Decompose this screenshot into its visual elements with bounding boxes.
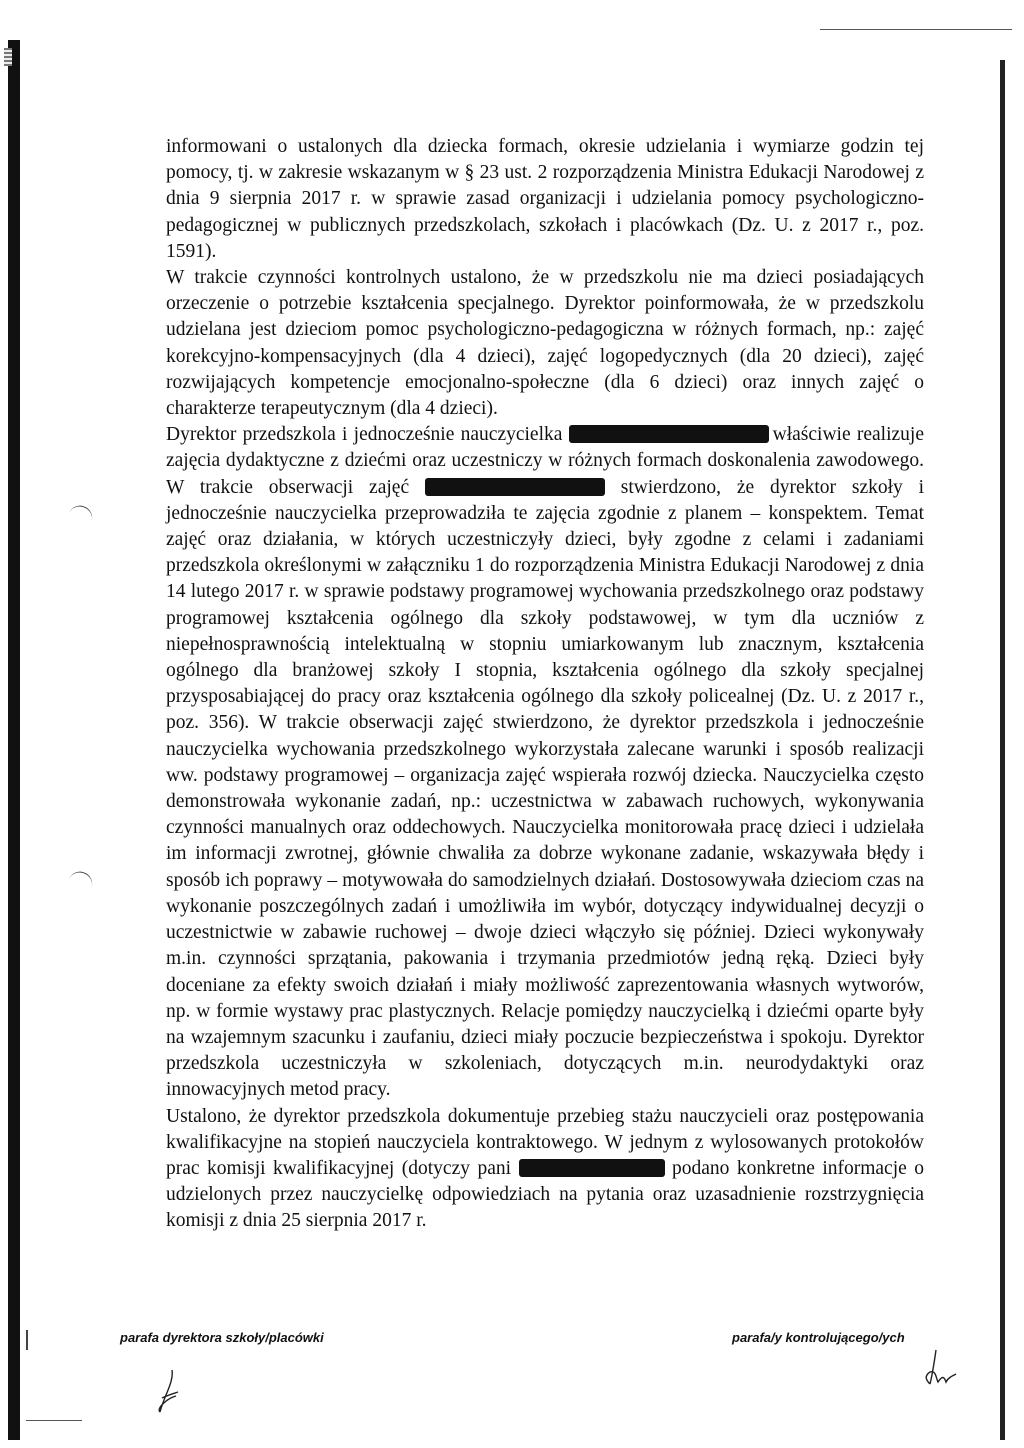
redaction-box [569, 425, 769, 443]
paragraph-3 [166, 422, 924, 1103]
bottom-rule [26, 1420, 82, 1421]
handwritten-initials-inspector [922, 1346, 966, 1390]
document-body [166, 134, 924, 1235]
paragraph-3-part-1: Dyrektor przedszkola i jednocześnie nauczycielka [166, 424, 563, 446]
redaction-box [519, 1159, 665, 1177]
punch-hole-mark [69, 502, 96, 522]
paragraph-2: W trakcie czynności kontrolnych ustalono, że w przedszkolu nie ma dzieci posiadających orzeczenie o potrzebie kształcenia specjalnego. Dyrektor poinformowała, że w przedszkolu udzielana jest dzieciom pomoc psychologiczno-pedagogiczna w różnych formach, np.: zajęć korekcyjno-kompensacyjnych (dla 4 dzieci), zajęć logopedycznych (dla 20 dzieci), zajęć rozwijających kompetencje emocjonalno-społeczne (dla 6 dzieci) oraz innych zajęć o charakterze terapeutycznym (dla 4 dzieci). [166, 267, 924, 420]
paragraph-4 [166, 1104, 924, 1235]
footer-initials-label-director: parafa dyrektora szkoły/placówki [120, 1330, 324, 1345]
scan-edge-left [8, 40, 20, 1440]
redaction-box [425, 478, 605, 496]
punch-hole-mark [69, 868, 96, 888]
top-rule [820, 29, 1012, 30]
scan-mark [26, 1330, 28, 1350]
paragraph-1: informowani o ustalonych dla dziecka formach, okresie udzielania i wymiarze godzin tej pomocy, tj. w zakresie wskazanym w § 23 ust. 2 rozporządzenia Ministra Edukacji Narodowej z dnia 9 sierpnia 2017 r. w sprawie zasad organizacji i udzielania pomocy psychologiczno-pedagogicznej w publicznych przedszkolach, szkołach i placówkach (Dz. U. z 2017 r., poz. 1591). [166, 136, 924, 262]
paragraph-4-part-2: podano konkretne informacje o udzielonych przez nauczycielkę odpowiedziach na pytania oraz uzasadnienie rozstrzygnięcia komisji z dnia 25 sierpnia 2017 r. [166, 1157, 924, 1232]
handwritten-initials-director [150, 1368, 190, 1420]
paragraph-3-part-2: właściwie realizuje zajęcia dydaktyczne z dziećmi oraz uczestniczy w różnych formach doskonalenia zawodowego. W trakcie obserwacji zajęć [166, 424, 924, 498]
scan-artifact [4, 48, 12, 66]
paragraph-4-part-1: Ustalono, że dyrektor przedszkola dokumentuje przebieg stażu nauczycieli oraz postępowania kwalifikacyjne na stopień nauczyciela kontraktowego. W jednym z wylosowanych protokołów prac komisji kwalifikacyjnej (dotyczy pani [166, 1105, 924, 1179]
footer-initials-label-inspector: parafa/y kontrolującego/ych [732, 1330, 905, 1345]
scan-edge-right [1000, 60, 1005, 1440]
paragraph-3-part-3: stwierdzono, że dyrektor szkoły i jednocześnie nauczycielka przeprowadziła te zajęcia zgodnie z planem – konspektem. Temat zajęć oraz działania, w których uczestniczyły dzieci, były zgodne z celami i zadaniami przedszkola określonymi w załączniku 1 do rozporządzenia Ministra Edukacji Narodowej z dnia 14 lutego 2017 r. w sprawie podstawy programowej wychowania przedszkolnego oraz podstawy programowej kształcenia ogólnego dla szkoły podstawowej, w tym dla uczniów z niepełnosprawnością intelektualną w stopniu umiarkowanym lub znacznym, kształcenia ogólnego dla branżowej szkoły I stopnia, kształcenia ogólnego dla szkoły specjalnej przysposabiającej do pracy oraz kształcenia ogólnego dla szkoły policealnej (Dz. U. z 2017 r., poz. 356). W trakcie obserwacji zajęć stwierdzono, że dyrektor przedszkola i jednocześnie nauczycielka wychowania przedszkolnego wykorzystała zalecane warunki i sposób realizacji ww. podstawy programowej – organizacja zajęć wspierała rozwój dziecka. Nauczycielka często demonstrowała wykonanie zadań, np.: uczestnictwa w zabawach ruchowych, wykonywania czynności manualnych oraz oddechowych. Nauczycielka monitorowała pracę dzieci i udzielała im informacji zwrotnej, głównie chwaliła za dobrze wykonane zadanie, wskazywała błędy i sposób ich poprawy – motywowała do samodzielnych działań. Dostosowywała dzieciom czas na wykonanie poszczególnych zadań i umożliwiła im wybór, dotyczący indywidualnej decyzji o uczestnictwie w zabawie ruchowej – dwoje dzieci włączyło się później. Dzieci wykonywały m.in. czynności sprzątania, pakowania i trzymania przedmiotów jedną ręką. Dzieci były doceniane za efekty swoich działań i miały możliwość zaprezentowania własnych wytworów, np. w formie wystawy prac plastycznych. Relacje pomiędzy nauczycielką i dziećmi oparte były na wzajemnym szacunku i zaufaniu, dzieci miały poczucie bezpieczeństwa i spokoju. Dyrektor przedszkola uczestniczyła w szkoleniach, dotyczących m.in. neurodydaktyki oraz innowacyjnych metod pracy. [166, 476, 925, 1101]
